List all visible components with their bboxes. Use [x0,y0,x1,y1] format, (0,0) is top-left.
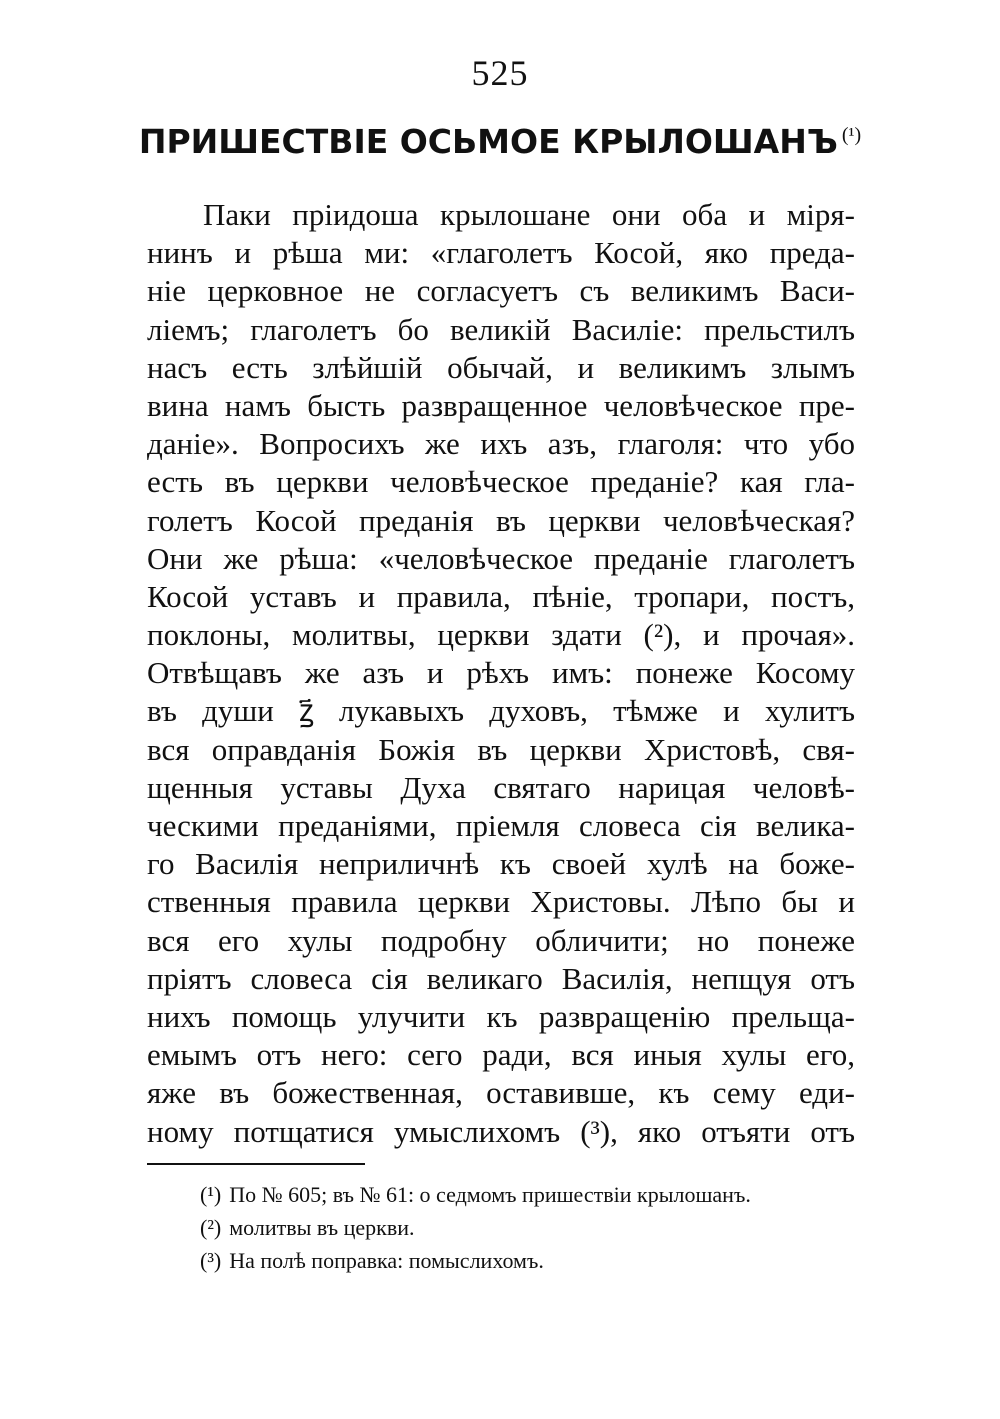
body-line: яже въ божественная, оставивше, къ сему еди- [147,1075,855,1111]
footnote-text: молитвы въ церкви. [229,1215,415,1240]
body-line: Отвѣщавъ же азъ и рѣхъ имъ: понеже Косому [147,655,855,691]
page-number: 525 [471,53,529,93]
body-line: вся его хулы подробну обличити; но понеже [147,922,855,958]
body-line: Косой уставъ и правила, пѣніе, тропари, постъ, [147,578,855,614]
body-line: го Василія неприличнѣ къ своей хулѣ на боже- [147,846,855,882]
footnote-text: На полѣ поправка: помыслихомъ. [229,1248,544,1273]
body-line: вина намъ бысть развращенное человѣческое пре- [147,387,855,423]
footnote-2 [200,1211,860,1244]
body-line: поклоны, молитвы, церкви здати (²), и прочая». [147,617,855,653]
chapter-title [0,122,1000,161]
body-line: ственныя правила церкви Христовы. Лѣпо бы и [147,884,855,920]
footnote-mark: (²) [200,1215,222,1240]
footnote-divider [147,1163,365,1165]
body-line: нихъ помощь улучити къ развращенію прельща- [147,998,855,1034]
body-line: есть въ церкви человѣческое преданіе? кая гла- [147,464,855,500]
footnote-mark: (³) [200,1248,222,1273]
chapter-title-footnote-ref: (¹) [841,124,862,146]
body-line: нинъ и рѣша ми: «глаголетъ Косой, яко преда- [147,235,855,271]
chapter-title-text: ПРИШЕСТВІЕ ОСЬМОЕ КРЫЛОШАНЪ [138,122,838,161]
body-line: ному потщатися умыслихомъ (³), яко отъяти отъ [147,1113,855,1149]
body-line: въ души ꙁ҃ лукавыхъ духовъ, тѣмже и хулитъ [147,693,855,729]
footnote-text: По № 605; въ № 61: о седмомъ пришествіи крылошанъ. [229,1182,751,1207]
footnote-mark: (¹) [200,1182,222,1207]
body-text [147,196,855,1151]
body-line: пріятъ словеса сія великаго Василія, непщуя отъ [147,960,855,996]
body-line: Они же рѣша: «человѣческое преданіе глаголетъ [147,540,855,576]
footnote-1 [200,1178,860,1211]
footnotes [200,1178,860,1277]
body-line: голетъ Косой преданія въ церкви человѣческая? [147,502,855,538]
body-line: ніе церковное не согласуетъ съ великимъ Васи- [147,273,855,309]
body-line: щенныя уставы Духа святаго нарицая человѣ- [147,769,855,805]
body-line: насъ есть злѣйшій обычай, и великимъ злымъ [147,349,855,385]
body-line: даніе». Вопросихъ же ихъ азъ, глаголя: что убо [147,426,855,462]
body-line: ліемъ; глаголетъ бо великій Василіе: прельстилъ [147,311,855,347]
footnote-3 [200,1244,860,1277]
body-line: вся оправданія Божія въ церкви Христовѣ, свя- [147,731,855,767]
body-line: Паки пріидоша крылошане они оба и міря- [203,197,855,232]
body-line: емымъ отъ него: сего ради, вся иныя хулы его, [147,1037,855,1073]
body-line: ческими преданіями, пріемля словеса сія велика- [147,808,855,843]
